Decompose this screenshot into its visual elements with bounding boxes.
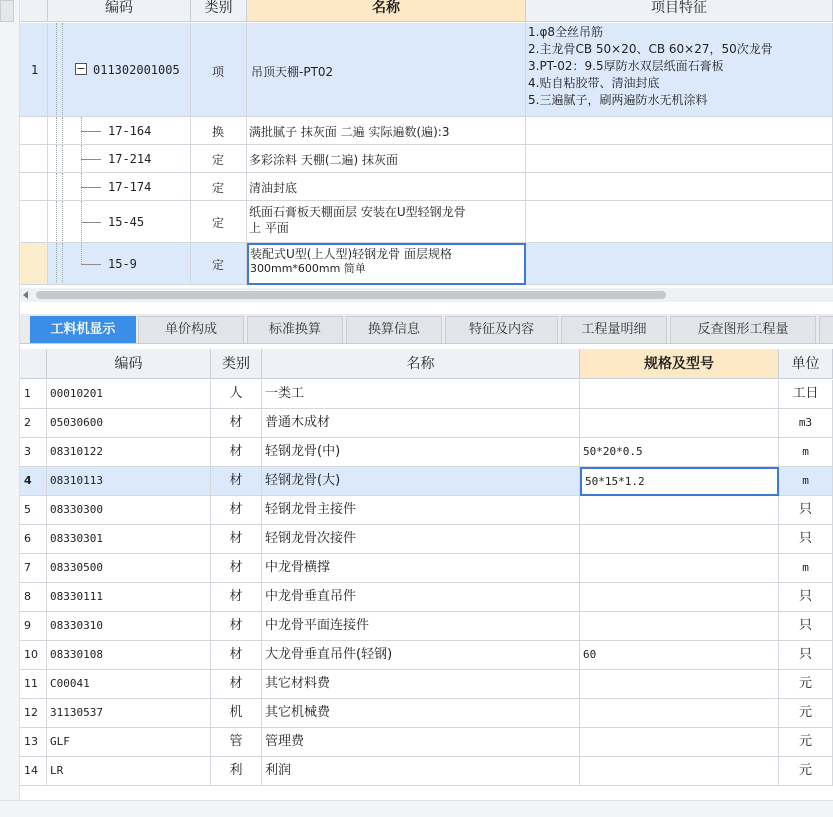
top-row-name: 多彩涂料 天棚(二遍) 抹灰面 bbox=[249, 153, 398, 167]
top-row-name-cell[interactable] bbox=[247, 173, 526, 201]
resource-code-cell[interactable]: 31130537 bbox=[47, 699, 211, 728]
top-row-1-num-cell bbox=[20, 23, 48, 117]
resource-row-num: 14 bbox=[20, 757, 47, 786]
tree-guide bbox=[56, 23, 57, 117]
resource-spec-cell[interactable] bbox=[580, 554, 779, 583]
collapse-toggle-icon[interactable]: − bbox=[76, 62, 86, 75]
bottom-col-rownum bbox=[20, 349, 47, 379]
resource-unit-cell[interactable]: 元 bbox=[779, 757, 833, 786]
top-row-type-cell[interactable] bbox=[191, 117, 247, 145]
tree-guide bbox=[56, 201, 57, 243]
bottom-col-code[interactable]: 编码 bbox=[47, 349, 211, 379]
top-row-name: 装配式U型(上人型)轻钢龙骨 面层规格 bbox=[250, 247, 452, 261]
resource-unit-cell[interactable]: m bbox=[779, 438, 833, 467]
top-row-num: 1 bbox=[31, 63, 39, 77]
resource-type-cell[interactable]: 材 bbox=[211, 525, 262, 554]
resource-code-cell[interactable]: 08330111 bbox=[47, 583, 211, 612]
bottom-col-spec[interactable]: 规格及型号 bbox=[580, 349, 779, 379]
left-edge-tab[interactable] bbox=[0, 0, 14, 22]
tree-guide bbox=[62, 23, 63, 117]
top-row-code-cell[interactable] bbox=[48, 145, 191, 173]
top-row-name-cell[interactable] bbox=[247, 117, 526, 145]
resource-spec-cell[interactable] bbox=[580, 757, 779, 786]
resource-spec-cell[interactable] bbox=[580, 728, 779, 757]
resource-type-cell[interactable]: 材 bbox=[211, 641, 262, 670]
resource-row-num: 11 bbox=[20, 670, 47, 699]
resource-name-cell[interactable]: 轻钢龙骨(大) bbox=[262, 467, 580, 496]
feature-line: 1.φ8全丝吊筋 bbox=[528, 25, 604, 39]
resource-type-cell[interactable]: 管 bbox=[211, 728, 262, 757]
tree-guide bbox=[56, 117, 57, 145]
tab-reverse-lookup[interactable]: 反查图形工程量 bbox=[670, 316, 816, 343]
resource-code-cell[interactable]: 08330310 bbox=[47, 612, 211, 641]
resource-unit-cell[interactable]: 元 bbox=[779, 699, 833, 728]
tree-guide bbox=[62, 201, 63, 243]
horizontal-scrollbar[interactable] bbox=[20, 288, 833, 302]
resource-code-cell[interactable]: 08330301 bbox=[47, 525, 211, 554]
top-row-name: 300mm*600mm 简单 bbox=[250, 262, 366, 275]
top-col-rownum bbox=[20, 0, 48, 22]
resource-type-cell[interactable]: 材 bbox=[211, 467, 262, 496]
resource-code-cell[interactable]: LR bbox=[47, 757, 211, 786]
resource-name-cell[interactable]: 利润 bbox=[262, 757, 580, 786]
resource-spec-cell[interactable]: 50*20*0.5 bbox=[580, 438, 779, 467]
resource-name-cell[interactable]: 中龙骨垂直吊件 bbox=[262, 583, 580, 612]
resource-type-cell[interactable]: 材 bbox=[211, 438, 262, 467]
tree-branch bbox=[81, 131, 101, 132]
resource-code-cell[interactable]: GLF bbox=[47, 728, 211, 757]
resource-row-num: 5 bbox=[20, 496, 47, 525]
top-row-code-cell[interactable] bbox=[48, 117, 191, 145]
resource-unit-cell[interactable]: 只 bbox=[779, 496, 833, 525]
tree-guide bbox=[81, 243, 82, 264]
tree-guide bbox=[62, 243, 63, 285]
top-row-type: 定 bbox=[212, 216, 225, 230]
top-row-type: 换 bbox=[212, 125, 225, 139]
resource-row-num: 4 bbox=[20, 467, 47, 496]
resource-unit-cell[interactable]: 元 bbox=[779, 728, 833, 757]
top-row-code: 17-174 bbox=[108, 180, 152, 194]
bottom-scroll-strip[interactable] bbox=[0, 800, 833, 817]
top-row-type: 项 bbox=[212, 65, 225, 79]
top-row-feature-cell[interactable] bbox=[526, 173, 833, 201]
resource-name-cell[interactable]: 管理费 bbox=[262, 728, 580, 757]
resource-name-cell[interactable]: 轻钢龙骨主接件 bbox=[262, 496, 580, 525]
tree-guide bbox=[56, 145, 57, 173]
top-row-type-cell[interactable] bbox=[191, 145, 247, 173]
resource-name-cell[interactable]: 普通木成材 bbox=[262, 409, 580, 438]
resource-unit-cell[interactable]: m3 bbox=[779, 409, 833, 438]
resource-spec-cell[interactable] bbox=[580, 496, 779, 525]
feature-line: 5.三遍腻子，刷两遍防水无机涂料 bbox=[528, 93, 708, 107]
resource-spec-cell[interactable] bbox=[580, 699, 779, 728]
top-row-feature-cell[interactable] bbox=[526, 117, 833, 145]
resource-spec-cell[interactable]: 50*15*1.2 bbox=[580, 467, 779, 496]
top-row-name: 纸面石膏板天棚面层 安装在U型轻钢龙骨 bbox=[249, 205, 466, 219]
top-row-feature-cell[interactable] bbox=[526, 201, 833, 243]
top-row-num-cell bbox=[20, 201, 48, 243]
tree-branch bbox=[81, 222, 101, 223]
resource-name-cell[interactable]: 一类工 bbox=[262, 380, 580, 409]
tab-overflow[interactable] bbox=[819, 316, 833, 343]
tab-features-content[interactable]: 特征及内容 bbox=[445, 316, 558, 343]
top-row-code: 011302001005 bbox=[93, 63, 180, 77]
resource-unit-cell[interactable]: 只 bbox=[779, 641, 833, 670]
top-col-type[interactable]: 类别 bbox=[191, 0, 247, 22]
top-row-type: 定 bbox=[212, 181, 225, 195]
resource-unit-cell[interactable]: 只 bbox=[779, 583, 833, 612]
top-row-code: 17-164 bbox=[108, 124, 152, 138]
resource-type-cell[interactable]: 材 bbox=[211, 554, 262, 583]
feature-line: 2.主龙骨CB 50×20、CB 60×27，50次龙骨 bbox=[528, 42, 773, 56]
tree-guide bbox=[62, 173, 63, 201]
resource-name-cell[interactable]: 轻钢龙骨次接件 bbox=[262, 525, 580, 554]
top-row-name-cell[interactable] bbox=[247, 201, 526, 243]
top-row-type-cell[interactable] bbox=[191, 243, 247, 285]
tree-branch bbox=[81, 264, 101, 265]
feature-line: 3.PT-02：9.5厚防水双层纸面石膏板 bbox=[528, 59, 724, 73]
top-row-code-cell[interactable] bbox=[48, 201, 191, 243]
tree-guide bbox=[62, 117, 63, 145]
top-row-type-cell[interactable] bbox=[191, 201, 247, 243]
resource-row-num: 10 bbox=[20, 641, 47, 670]
resource-row-num: 2 bbox=[20, 409, 47, 438]
resource-code-cell[interactable]: 08330300 bbox=[47, 496, 211, 525]
tree-guide bbox=[56, 243, 57, 285]
resource-unit-cell[interactable]: 工日 bbox=[779, 380, 833, 409]
resource-row-num: 13 bbox=[20, 728, 47, 757]
resource-unit-cell[interactable]: 只 bbox=[779, 525, 833, 554]
top-row-num-cell bbox=[20, 117, 48, 145]
tree-branch bbox=[81, 187, 101, 188]
resource-row-num: 12 bbox=[20, 699, 47, 728]
top-col-name[interactable]: 名称 bbox=[247, 0, 526, 22]
resource-type-cell[interactable]: 人 bbox=[211, 380, 262, 409]
top-row-code: 15-45 bbox=[108, 215, 145, 229]
resource-name-cell[interactable]: 中龙骨横撑 bbox=[262, 554, 580, 583]
resource-spec-cell[interactable] bbox=[580, 380, 779, 409]
top-col-code[interactable]: 编码 bbox=[48, 0, 191, 22]
resource-unit-cell[interactable]: m bbox=[779, 467, 833, 496]
top-row-num-cell bbox=[20, 243, 48, 285]
scrollbar-thumb[interactable] bbox=[36, 291, 666, 299]
top-row-code: 15-9 bbox=[108, 257, 137, 271]
tab-unit-price[interactable]: 单价构成 bbox=[138, 316, 244, 343]
resource-code-cell[interactable]: 00010201 bbox=[47, 380, 211, 409]
resource-unit-cell[interactable]: m bbox=[779, 554, 833, 583]
resource-name-cell[interactable]: 轻钢龙骨(中) bbox=[262, 438, 580, 467]
resource-unit-cell[interactable]: 只 bbox=[779, 612, 833, 641]
resource-type-cell[interactable]: 材 bbox=[211, 670, 262, 699]
resource-spec-cell[interactable] bbox=[580, 670, 779, 699]
resource-name-cell[interactable]: 中龙骨平面连接件 bbox=[262, 612, 580, 641]
top-row-name: 吊顶天棚-PT02 bbox=[251, 65, 334, 79]
top-row-code: 17-214 bbox=[108, 152, 152, 166]
tab-quantity-details[interactable]: 工程量明细 bbox=[561, 316, 667, 343]
bottom-col-type[interactable]: 类别 bbox=[211, 349, 262, 379]
top-row-name: 满批腻子 抹灰面 二遍 实际遍数(遍):3 bbox=[249, 125, 450, 139]
resource-spec-cell[interactable] bbox=[580, 409, 779, 438]
top-row-num-cell bbox=[20, 173, 48, 201]
resource-name-cell[interactable]: 大龙骨垂直吊件(轻钢) bbox=[262, 641, 580, 670]
top-row-code-cell[interactable] bbox=[48, 173, 191, 201]
resource-code-cell[interactable]: 05030600 bbox=[47, 409, 211, 438]
top-row-type: 定 bbox=[212, 258, 225, 272]
resource-spec-cell[interactable]: 60 bbox=[580, 641, 779, 670]
top-row-1-feature-cell[interactable] bbox=[526, 23, 833, 117]
resource-type-cell[interactable]: 材 bbox=[211, 612, 262, 641]
resource-row-num: 8 bbox=[20, 583, 47, 612]
feature-line: 4.贴自粘胶带、清油封底 bbox=[528, 76, 660, 90]
resource-unit-cell[interactable]: 元 bbox=[779, 670, 833, 699]
resource-type-cell[interactable]: 利 bbox=[211, 757, 262, 786]
top-row-1-name-cell[interactable] bbox=[247, 23, 526, 117]
top-row-name-cell-editing[interactable] bbox=[247, 243, 526, 285]
top-row-name: 上 平面 bbox=[249, 221, 289, 235]
left-edge bbox=[0, 0, 20, 817]
top-col-feature[interactable]: 项目特征 bbox=[526, 0, 833, 22]
resource-code-cell[interactable]: 08310122 bbox=[47, 438, 211, 467]
top-row-type-cell[interactable] bbox=[191, 173, 247, 201]
resource-type-cell[interactable]: 机 bbox=[211, 699, 262, 728]
top-row-feature-cell[interactable] bbox=[526, 243, 833, 285]
resource-code-cell[interactable]: 08330108 bbox=[47, 641, 211, 670]
top-row-code-cell[interactable] bbox=[48, 243, 191, 285]
tree-guide bbox=[56, 173, 57, 201]
scroll-left-arrow-icon[interactable] bbox=[23, 291, 28, 299]
top-row-feature-cell[interactable] bbox=[526, 145, 833, 173]
resource-row-num: 7 bbox=[20, 554, 47, 583]
resource-row-num: 6 bbox=[20, 525, 47, 554]
resource-code-cell[interactable]: C00041 bbox=[47, 670, 211, 699]
resource-spec-cell[interactable] bbox=[580, 612, 779, 641]
resource-type-cell[interactable]: 材 bbox=[211, 496, 262, 525]
resource-code-cell[interactable]: 08330500 bbox=[47, 554, 211, 583]
resource-code-cell[interactable]: 08310113 bbox=[47, 467, 211, 496]
resource-row-num: 1 bbox=[20, 380, 47, 409]
resource-type-cell[interactable]: 材 bbox=[211, 409, 262, 438]
resource-row-num: 9 bbox=[20, 612, 47, 641]
resource-spec-cell[interactable] bbox=[580, 583, 779, 612]
top-row-1-code-cell[interactable] bbox=[48, 23, 191, 117]
resource-type-cell[interactable]: 材 bbox=[211, 583, 262, 612]
bottom-col-unit[interactable]: 单位 bbox=[779, 349, 833, 379]
top-row-num-cell bbox=[20, 145, 48, 173]
tree-branch bbox=[81, 159, 101, 160]
resource-spec-cell[interactable] bbox=[580, 525, 779, 554]
top-row-name: 清油封底 bbox=[249, 181, 298, 195]
tab-labor-material-machine[interactable]: 工料机显示 bbox=[30, 316, 136, 343]
top-row-type: 定 bbox=[212, 153, 225, 167]
tree-guide bbox=[62, 145, 63, 173]
top-row-name-cell[interactable] bbox=[247, 145, 526, 173]
top-row-1-type-cell[interactable] bbox=[191, 23, 247, 117]
resource-name-cell[interactable]: 其它材料费 bbox=[262, 670, 580, 699]
tab-conversion-info[interactable]: 换算信息 bbox=[346, 316, 442, 343]
resource-row-num: 3 bbox=[20, 438, 47, 467]
resource-name-cell[interactable]: 其它机械费 bbox=[262, 699, 580, 728]
tab-standard-conversion[interactable]: 标准换算 bbox=[247, 316, 343, 343]
bottom-col-name[interactable]: 名称 bbox=[262, 349, 580, 379]
